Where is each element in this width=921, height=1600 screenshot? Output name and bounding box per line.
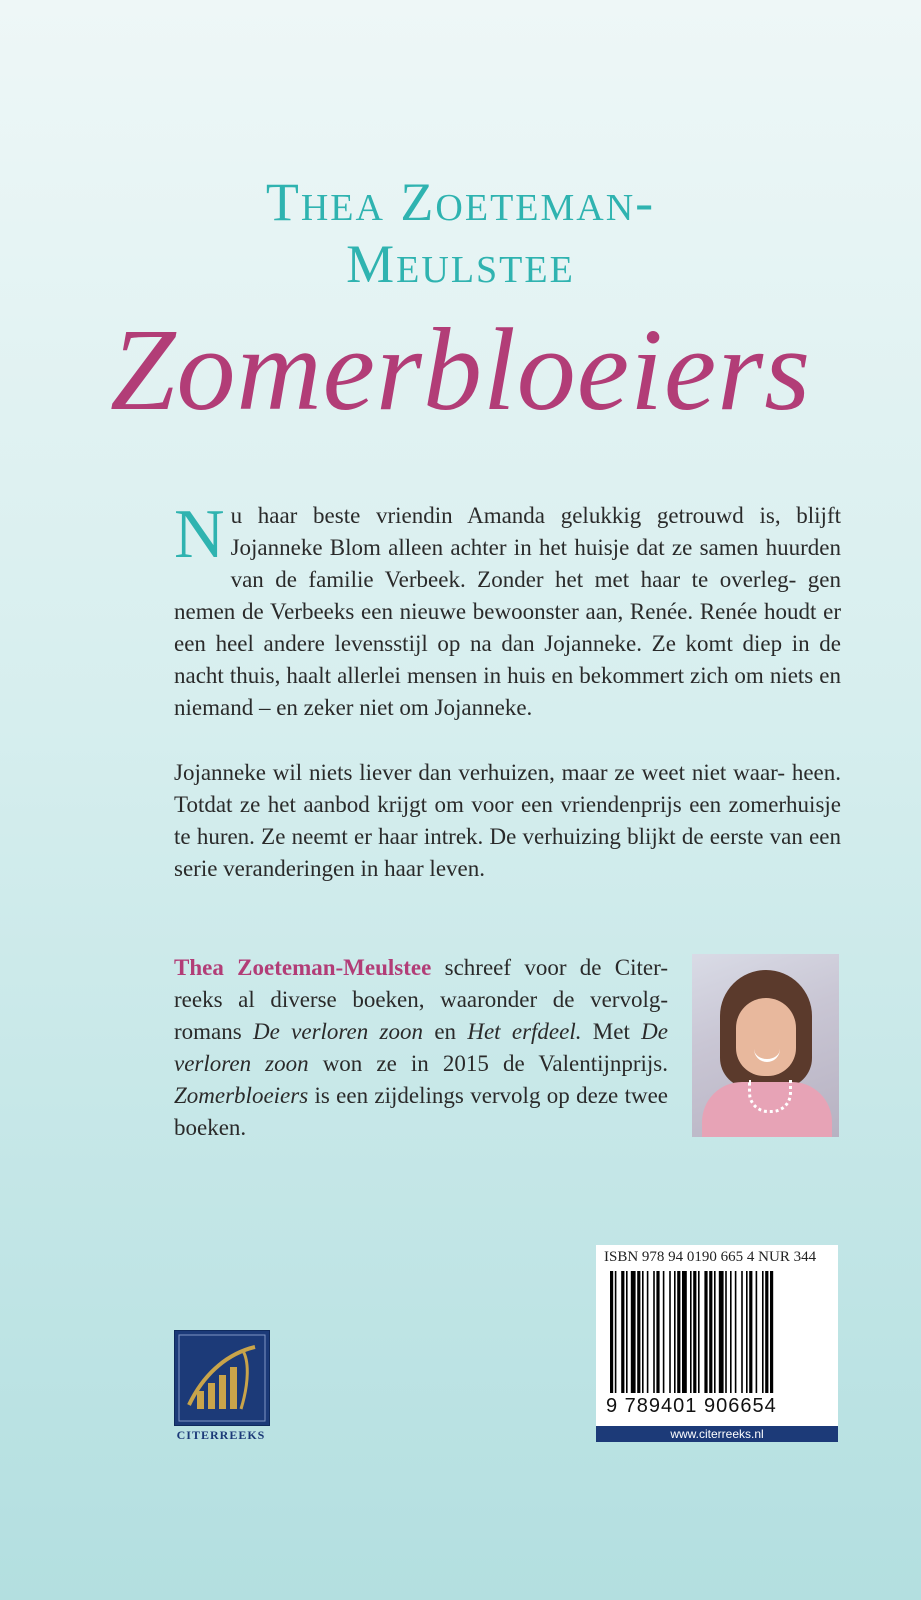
- barcode-bar: [762, 1271, 764, 1393]
- barcode-bar: [756, 1271, 758, 1393]
- barcode-bar: [765, 1271, 768, 1393]
- barcode-bar: [709, 1271, 712, 1393]
- barcode-bar: [725, 1271, 727, 1393]
- publisher-url: www.citerreeks.nl: [596, 1426, 838, 1442]
- bio-book-title: De verloren zoon: [174, 1019, 668, 1076]
- blurb-paragraph-2: Jojanneke wil niets liever dan verhuizen, maar ze weet niet waar- heen. Totdat ze het aanbod krijgt om voor een vriendenprijs een zomerhuisje te huren. Ze neemt er haar intrek. De verhuizing blijkt de eerste van een serie veranderingen in haar leven.: [174, 760, 841, 881]
- barcode-bars: [610, 1271, 824, 1393]
- barcode-bar: [730, 1271, 732, 1393]
- bio-text: en: [423, 1019, 468, 1044]
- blurb-paragraph-1: [174, 496, 841, 724]
- barcode-bar: [719, 1271, 724, 1393]
- barcode-bar: [677, 1271, 680, 1393]
- book-title: Zomerbloeiers: [109, 304, 812, 435]
- barcode-bar: [693, 1271, 696, 1393]
- barcode-bar: [647, 1271, 649, 1393]
- barcode-digits: 9 789401 906654: [606, 1395, 777, 1417]
- barcode-bar: [770, 1271, 773, 1393]
- barcode-bar: [663, 1271, 665, 1393]
- bio-text: Met: [581, 1019, 642, 1044]
- barcode-bar: [631, 1271, 636, 1393]
- barcode-bar: [746, 1271, 748, 1393]
- barcode-bar: [621, 1271, 624, 1393]
- barcode-bar: [610, 1271, 613, 1393]
- bio-author-name: Thea Zoeteman-Meulstee: [174, 955, 432, 980]
- barcode-bar: [714, 1271, 716, 1393]
- barcode-bar: [626, 1271, 628, 1393]
- bio-book-title: De verloren zoon: [253, 1019, 423, 1044]
- barcode-bar: [741, 1271, 743, 1393]
- publisher-logo-icon: [175, 1331, 269, 1425]
- bio-book-title: Het erfdeel.: [467, 1019, 582, 1044]
- bio-text: schreef voor de Citer- reeks al diverse boeken, waaronder de vervolg- romans: [174, 955, 668, 1044]
- bio-text: won ze in 2015 de Valentijnprijs.: [308, 1051, 669, 1076]
- barcode-bar: [749, 1271, 752, 1393]
- barcode-bar: [674, 1271, 676, 1393]
- barcode-bar: [656, 1271, 659, 1393]
- author-name-line1: Thea Zoeteman-: [265, 172, 656, 232]
- barcode-bar: [735, 1271, 737, 1393]
- barcode-bar: [698, 1271, 700, 1393]
- drop-cap: N: [174, 496, 225, 573]
- barcode-bar: [615, 1271, 617, 1393]
- bio-book-title: Zomerbloeiers: [174, 1083, 309, 1108]
- barcode-bar: [669, 1271, 671, 1393]
- author-name-line2: Meulstee: [346, 234, 575, 294]
- barcode-bar: [637, 1271, 640, 1393]
- isbn-barcode: [596, 1245, 838, 1442]
- barcode-bar: [690, 1271, 692, 1393]
- barcode-bar: [653, 1271, 655, 1393]
- author-bio: [174, 952, 668, 1144]
- isbn-line: ISBN 978 94 0190 665 4 NUR 344: [604, 1249, 817, 1265]
- author-photo: [692, 954, 839, 1137]
- barcode-bar: [704, 1271, 707, 1393]
- publisher-logo: [174, 1330, 270, 1426]
- barcode-bar: [642, 1271, 644, 1393]
- publisher-name: CITERREEKS: [176, 1428, 266, 1442]
- bio-text: is een zijdelings vervolg op deze twee boeken.: [174, 1083, 668, 1140]
- blurb-paragraph-1-text: u haar beste vriendin Amanda gelukkig getrouwd is, blijft Jojanneke Blom alleen achter in het huisje dat ze samen huurden van de familie Verbeek. Zonder het met haar te overleg- gen nemen de Verbeeks een nieuwe bewoonster aan, Renée. Renée houdt er een heel andere levensstijl op na dan Jojanneke. Ze komt diep in de nacht thuis, haalt allerlei mensen in huis en bekommert zich om niets en niemand – en zeker niet om Jojanneke.: [174, 503, 841, 720]
- barcode-bar: [682, 1271, 687, 1393]
